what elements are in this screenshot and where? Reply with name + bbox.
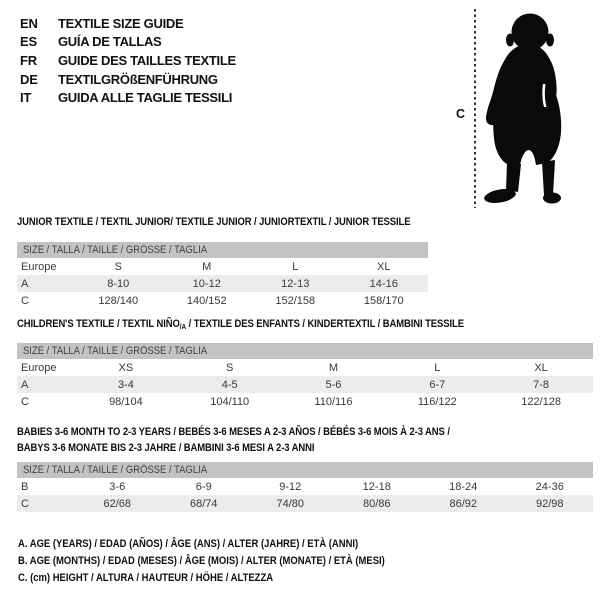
table-cell: 158/170 [363,294,404,307]
children-textile-section [17,316,593,410]
table-cell: 24-36 [535,480,564,493]
table-cell: 4-5 [221,378,238,391]
language-row [20,88,236,107]
row-label: C [21,294,29,307]
table-cell: XL [534,361,548,374]
footnote-b [18,552,445,569]
table-cell: 104/110 [210,395,250,408]
table-cell: 10-12 [192,277,221,290]
table-cell: 3-6 [109,480,126,493]
size-header-text: SIZE / TALLA / TAILLE / GRÖSSE / TAGLIA [23,345,208,357]
table-cell: 116/122 [417,395,457,408]
table-cell: 6-7 [429,378,446,391]
table-cell: 152/158 [275,294,316,307]
language-title: TEXTILGRÖßENFÜHRUNG [58,71,218,87]
table-body [17,359,593,410]
language-row [20,51,236,70]
table-cell: 140/152 [186,294,227,307]
table-row [17,495,593,512]
footnote-c [18,569,445,586]
footnote-text: C. (cm) HEIGHT / ALTURA / HAUTEUR / HÖHE / ALTEZZA [18,571,274,584]
row-label: A [21,378,29,391]
language-row [20,14,236,33]
section-title [17,424,593,456]
height-measure-dotted-line [474,9,476,208]
baby-silhouette-icon [483,12,563,204]
table-body [17,258,428,309]
junior-textile-section [17,214,428,309]
table-cell: 80/86 [362,497,391,510]
table-cell: 98/104 [109,395,143,408]
row-label: A [21,277,29,290]
size-header-text: SIZE / TALLA / TAILLE / GRÖSSE / TAGLIA [23,244,208,256]
table-cell: S [226,361,234,374]
size-header-bar [17,242,428,258]
size-header-bar [17,462,593,478]
table-cell: 110/116 [314,395,353,408]
table-cell: L [292,260,299,273]
table-cell: 12-13 [281,277,310,290]
language-title: GUÍA DE TALLAS [58,34,162,50]
row-label: C [21,497,29,510]
size-header-bar [17,343,593,359]
table-cell: 3-4 [117,378,134,391]
language-row [20,70,236,89]
table-cell: XL [377,260,391,273]
table-cell: L [434,361,441,374]
section-title-text: JUNIOR TEXTILE / TEXTIL JUNIOR/ TEXTILE JUNIOR / JUNIORTEXTIL / JUNIOR TESSILE [17,216,411,228]
table-cell: 6-9 [195,480,212,493]
table-row [17,393,593,410]
table-cell: 9-12 [279,480,302,493]
section-title [17,316,593,335]
table-cell: M [202,260,212,273]
language-code: ES [20,34,37,50]
table-cell: 74/80 [276,497,305,510]
table-cell: 5-6 [325,378,342,391]
footnotes [18,535,445,586]
title-part: CHILDREN'S TEXTILE / TEXTIL NIÑO [17,318,180,330]
size-header-text: SIZE / TALLA / TAILLE / GRÖSSE / TAGLIA [23,464,208,476]
table-cell: 12-18 [362,480,391,493]
table-row [17,258,428,275]
table-cell: 92/98 [535,497,564,510]
table-cell: 7-8 [533,378,550,391]
table-cell: 128/140 [98,294,139,307]
table-row [17,478,593,495]
language-title-list [20,14,236,107]
title-subscript: /A [179,322,187,331]
table-cell: XS [118,361,134,374]
title-part: / TEXTILE DES ENFANTS / KINDERTEXTIL / BAMBINI TESSILE [186,318,464,330]
row-label: Europe [21,260,57,273]
language-code: FR [20,52,37,68]
language-title: TEXTILE SIZE GUIDE [58,15,184,31]
section-title-line2: BABYS 3-6 MONATE BIS 2-3 JAHRE / BAMBINI 3-6 MESI A 2-3 ANNI [17,442,315,454]
babies-textile-section [17,424,593,512]
table-cell: 122/128 [521,395,561,408]
row-label: C [21,395,29,408]
language-title: GUIDA ALLE TAGLIE TESSILI [58,90,233,106]
section-title [17,214,428,230]
table-row [17,359,593,376]
footnote-text: A. AGE (YEARS) / EDAD (AÑOS) / ÂGE (ANS) / ALTER (JAHRE) / ETÀ (ANNI) [18,537,359,550]
table-cell: 14-16 [369,277,398,290]
footnote-a [18,535,445,552]
height-measure-label: C [456,107,466,121]
language-row [20,33,236,52]
table-cell: 18-24 [449,480,478,493]
table-cell: S [114,260,122,273]
table-cell: 62/68 [103,497,132,510]
language-code: DE [20,71,38,87]
table-cell: 8-10 [107,277,130,290]
table-row [17,275,428,292]
table-body [17,478,593,512]
row-label: Europe [21,361,57,374]
table-cell: M [328,361,339,374]
language-code: IT [20,90,32,106]
language-title: GUIDE DES TAILLES TEXTILE [58,52,236,68]
footnote-text: B. AGE (MONTHS) / EDAD (MESES) / ÂGE (MOIS) / ALTER (MONATE) / ETÀ (MESI) [18,554,385,567]
section-title-line1: BABIES 3-6 MONTH TO 2-3 YEARS / BEBÉS 3-6 MESES A 2-3 AÑOS / BÉBÉS 3-6 MOIS À 2-3 ANS / [17,426,450,438]
language-code: EN [20,15,38,31]
row-label: B [21,480,29,493]
section-title-text [17,316,464,335]
table-row [17,376,593,393]
table-row [17,292,428,309]
table-cell: 68/74 [189,497,218,510]
table-cell: 86/92 [449,497,478,510]
